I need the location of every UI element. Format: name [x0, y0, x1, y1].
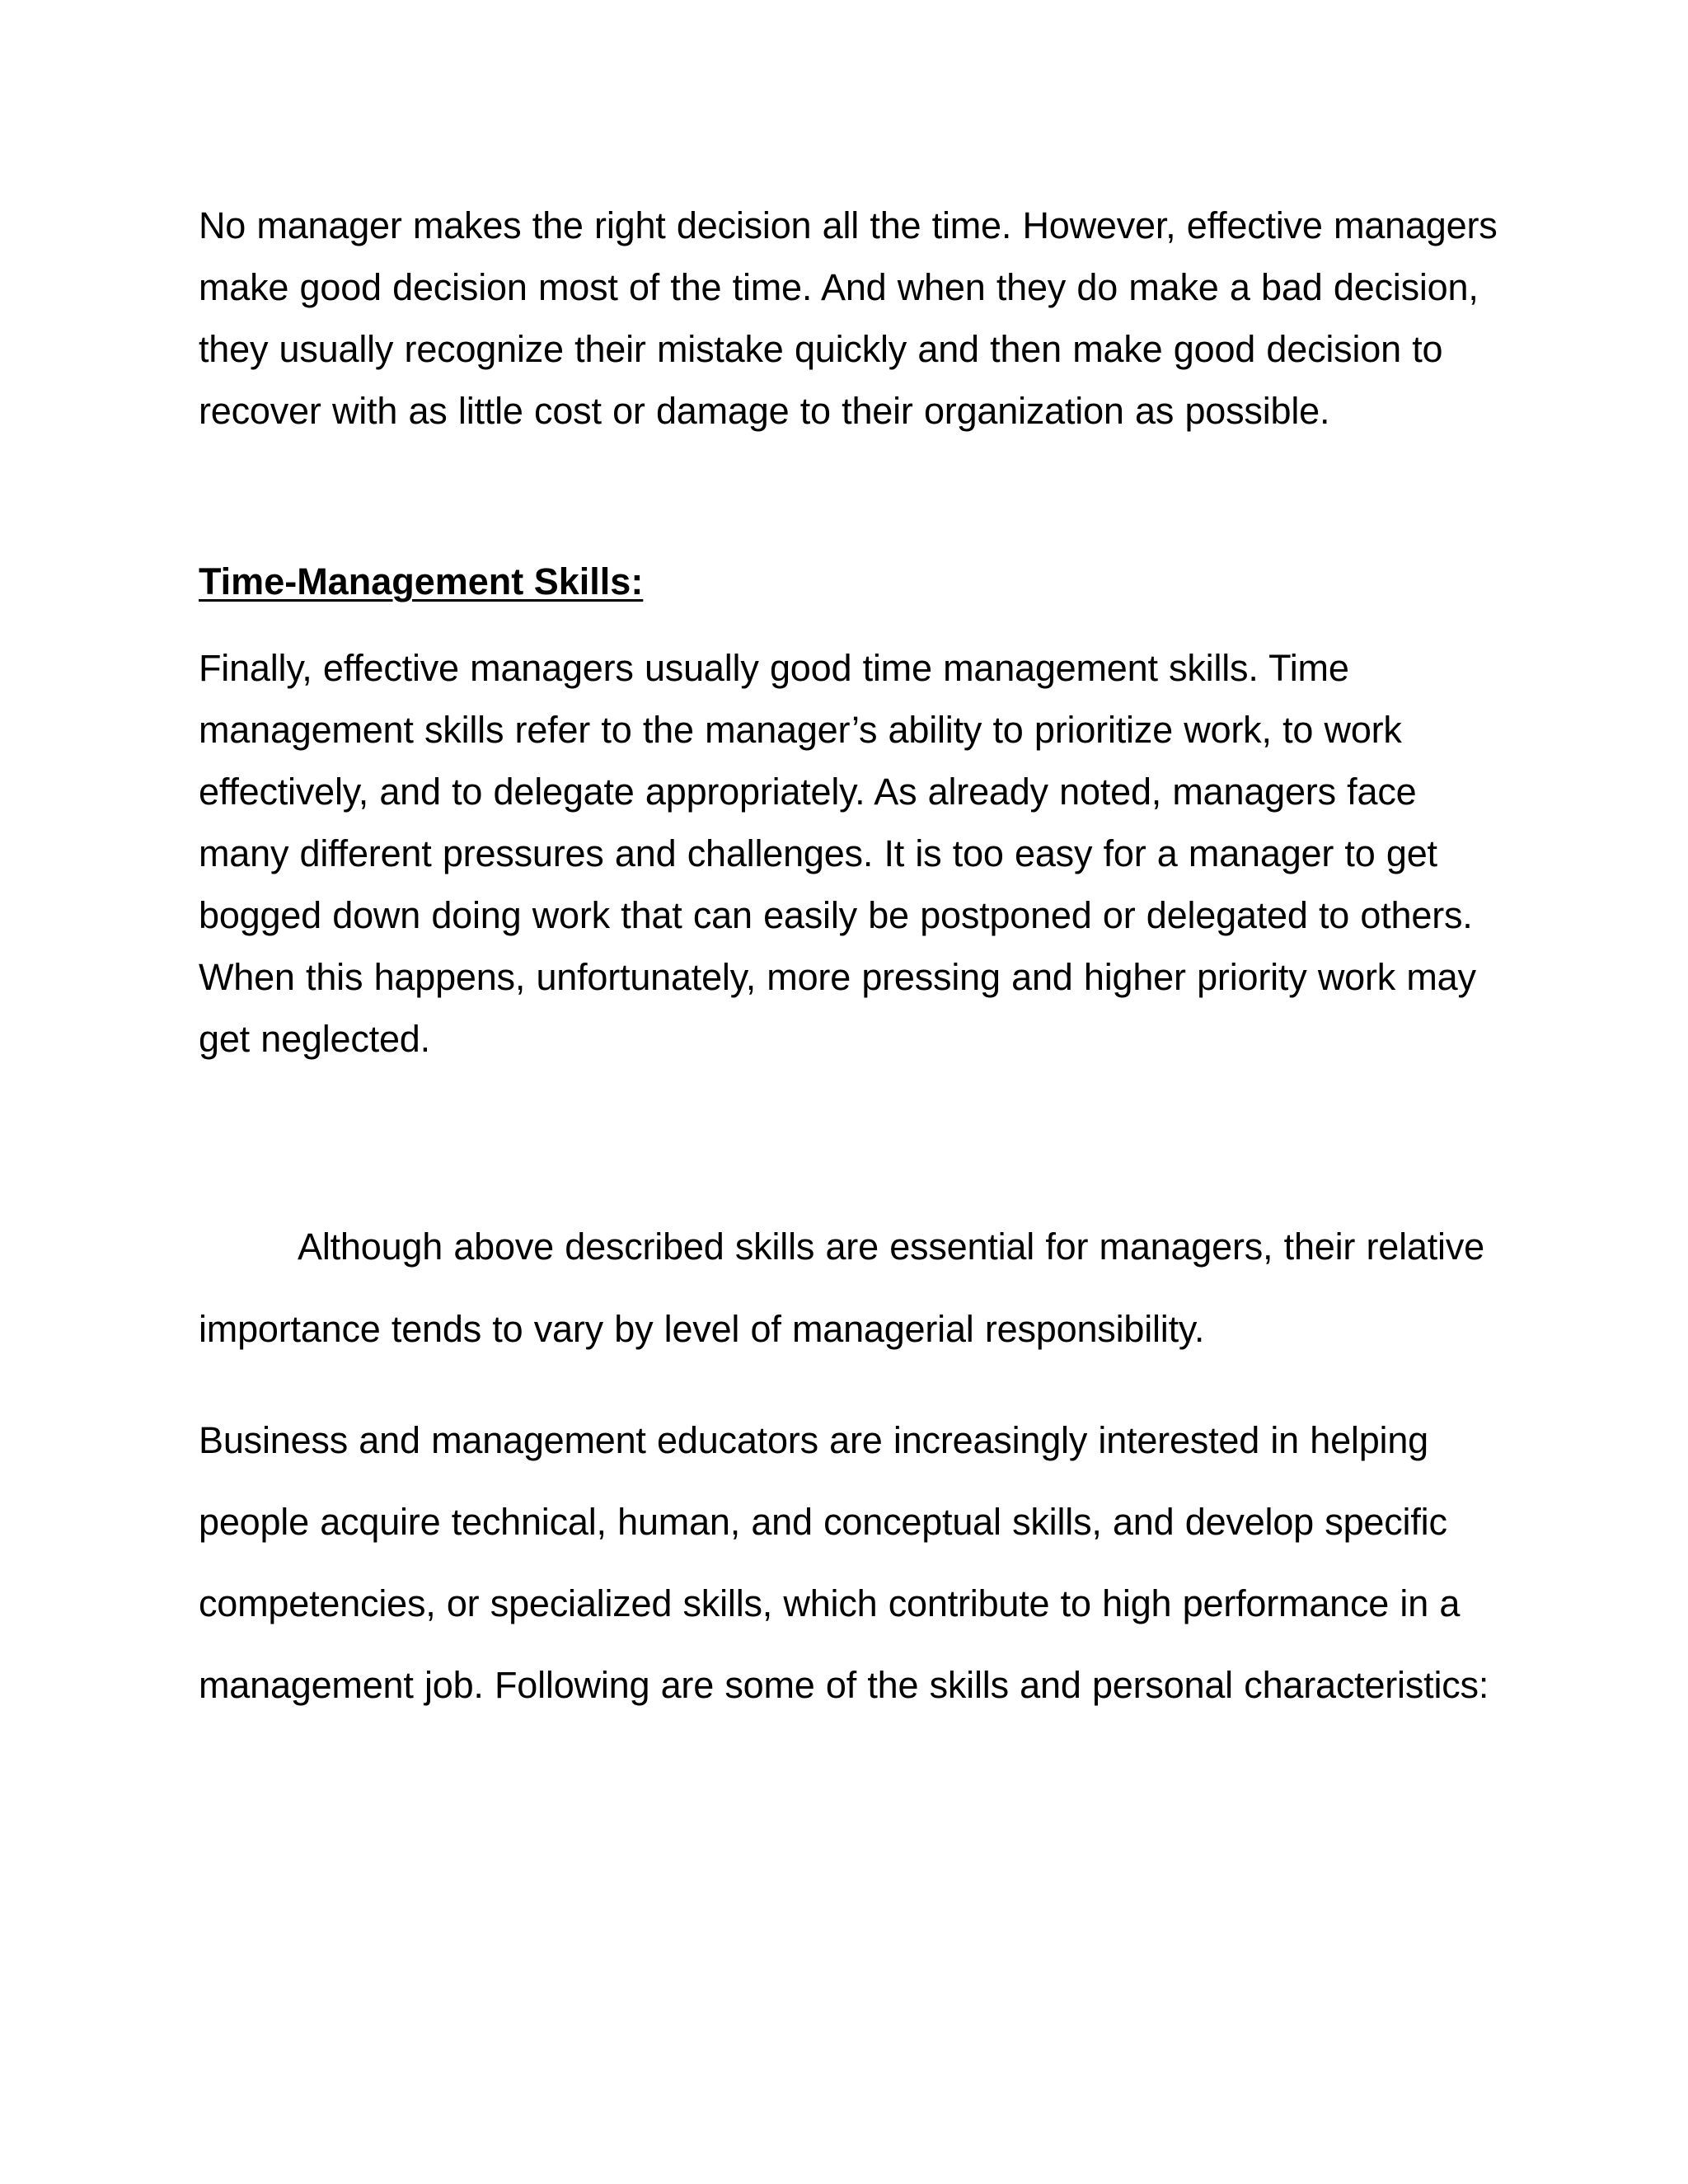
paragraph-management-education: Business and management educators are increasingly interested in helping people acquire technical, human, and conceptual skills, and develop specific competencies, or specialized skills, which contribute to high performance in a management job. Following are some of the skills and personal characteristics:	[199, 1419, 1489, 1706]
document-body	[199, 194, 1501, 1726]
section-heading-time-management: Time-Management Skills:	[199, 560, 644, 602]
paragraph-time-management: Finally, effective managers usually good time management skills. Time management skills refer to the manager’s ability to prioritize work, to work effectively, and to delegate appropriately. As already noted, managers face many different pressures and challenges. It is too easy for a manager to get bogged down doing work that can easily be postponed or delegated to others. When this happens, unfortunately, more pressing and higher priority work may get neglected.	[199, 647, 1476, 1060]
paragraph-decision-making: No manager makes the right decision all the time. However, effective managers make good decision most of the time. And when they do make a bad decision, they usually recognize their mistake quickly and then make good decision to recover with as little cost or damage to their organization as possible.	[199, 204, 1498, 432]
paragraph-relative-importance: Although above described skills are essential for managers, their relative importance tends to vary by level of managerial responsibility.	[199, 1226, 1484, 1350]
